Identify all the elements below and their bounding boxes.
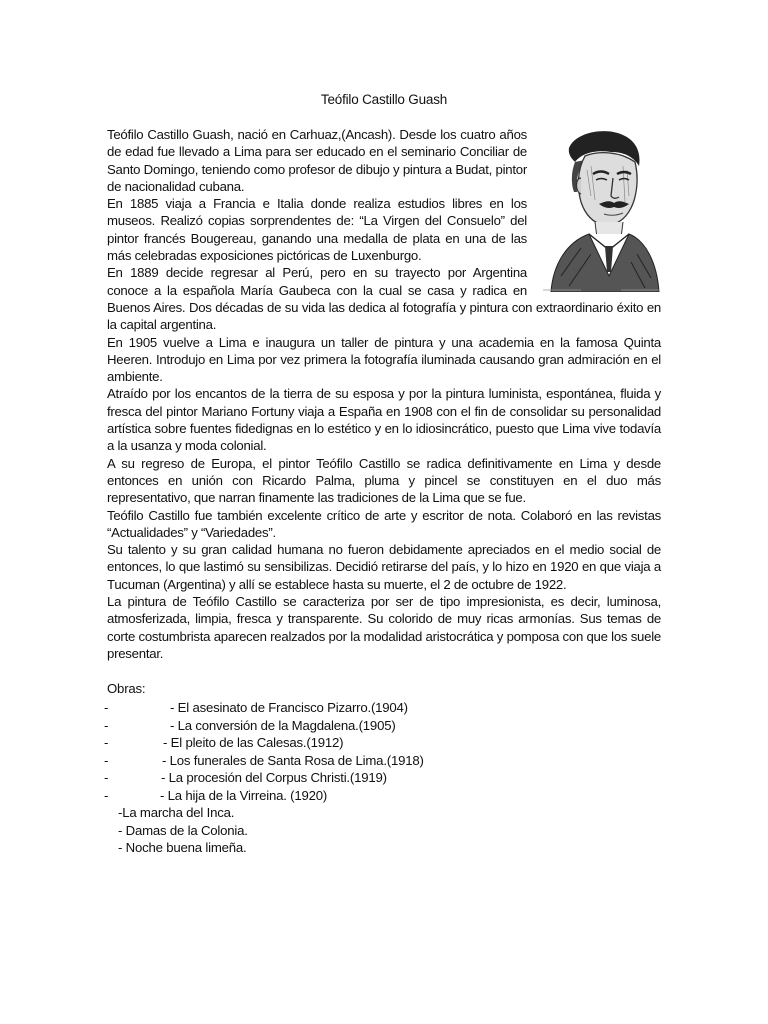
paragraph: En 1889 decide regresar al Perú, pero en su trayecto por Argentina conoce a la española María Gaubeca con la cual se casa y radica en Buenos Aires. Dos décadas de su vida las dedica al fotografía y pintura con extraordinario éxito en la capital argentina. bbox=[107, 265, 661, 333]
list-item: - - La hija de la Virreina. (1920) bbox=[104, 787, 328, 803]
list-item: - - La procesión del Corpus Christi.(1919) bbox=[104, 770, 387, 785]
list-item: - - La conversión de la Magdalena.(1905) bbox=[104, 717, 396, 733]
portrait-image bbox=[541, 126, 661, 292]
paragraph: Atraído por los encantos de la tierra de su esposa y por la pintura luminista, espontánea, fluida y fresca del pintor Mariano Fortuny viaja a España en 1908 con el fin de consolidar su personalidad artística sobre fuentes fidedignas en lo estético y en lo idiosincrático, puesto que Lima vive todavía a la usanza y moda colonial. bbox=[107, 386, 661, 454]
list-item: - Noche buena limeña. bbox=[118, 840, 247, 855]
paragraph: Su talento y su gran calidad humana no fueron debidamente apreciados en el medio social de entonces, lo que lastimó su sensibilizas. Decidió retirarse del país, y lo hizo en 1920 en que viaja a Tucuman (Argentina) y allí se establece hasta su muerte, el 2 de octubre de 1922. bbox=[107, 542, 661, 592]
paragraph: En 1885 viaja a Francia e Italia donde realiza estudios libres en los museos. Realizó copias sorprendentes de: “La Virgen del Consuelo” del pintor francés Bougereau, ganando una medalla de plata en una de las más celebradas exposiciones pictóricas de Luxenburgo. bbox=[107, 196, 527, 264]
list-item: - Damas de la Colonia. bbox=[118, 822, 248, 838]
biography-text bbox=[107, 126, 661, 662]
works-list bbox=[104, 699, 524, 857]
list-item: - - El pleito de las Calesas.(1912) bbox=[104, 735, 344, 750]
paragraph: Teófilo Castillo fue también excelente crítico de arte y escritor de nota. Colaboró en las revistas “Actualidades” y “Variedades”. bbox=[107, 507, 661, 540]
paragraph: La pintura de Teófilo Castillo se caracteriza por ser de tipo impresionista, es decir, luminosa, atmosferizada, limpia, fresca y transparente. Su colorido de muy ricas armonías. Sus temas de corte costumbrista aparecen realzados por la modalidad aristocrática y pomposa con que los suele presentar. bbox=[107, 594, 661, 661]
list-item: - - Los funerales de Santa Rosa de Lima.(1918) bbox=[104, 752, 424, 768]
paragraph: A su regreso de Europa, el pintor Teófilo Castillo se radica definitivamente en Lima y desde entonces en unión con Ricardo Palma, pluma y pincel se constituyen en el duo más representativo, que narran finamente las tradiciones de la Lima que se fue. bbox=[107, 455, 661, 506]
paragraph: Teófilo Castillo Guash, nació en Carhuaz,(Ancash). Desde los cuatro años de edad fue llevado a Lima para ser educado en el seminario Conciliar de Santo Domingo, teniendo como profesor de dibujo y pintura a Budat, pintor de nacionalidad cubana. bbox=[107, 127, 527, 194]
list-item: - - El asesinato de Francisco Pizarro.(1904) bbox=[104, 700, 408, 715]
works-heading: Obras: bbox=[107, 681, 146, 696]
paragraph: En 1905 vuelve a Lima e inaugura un taller de pintura y una academia en la famosa Quinta Heeren. Introdujo en Lima por vez primera la fotografía iluminada causando gran admiración en el ambiente. bbox=[107, 334, 661, 385]
page-title: Teófilo Castillo Guash bbox=[320, 92, 448, 107]
portrait-engraving-icon bbox=[541, 126, 661, 292]
list-item: -La marcha del Inca. bbox=[118, 805, 235, 820]
